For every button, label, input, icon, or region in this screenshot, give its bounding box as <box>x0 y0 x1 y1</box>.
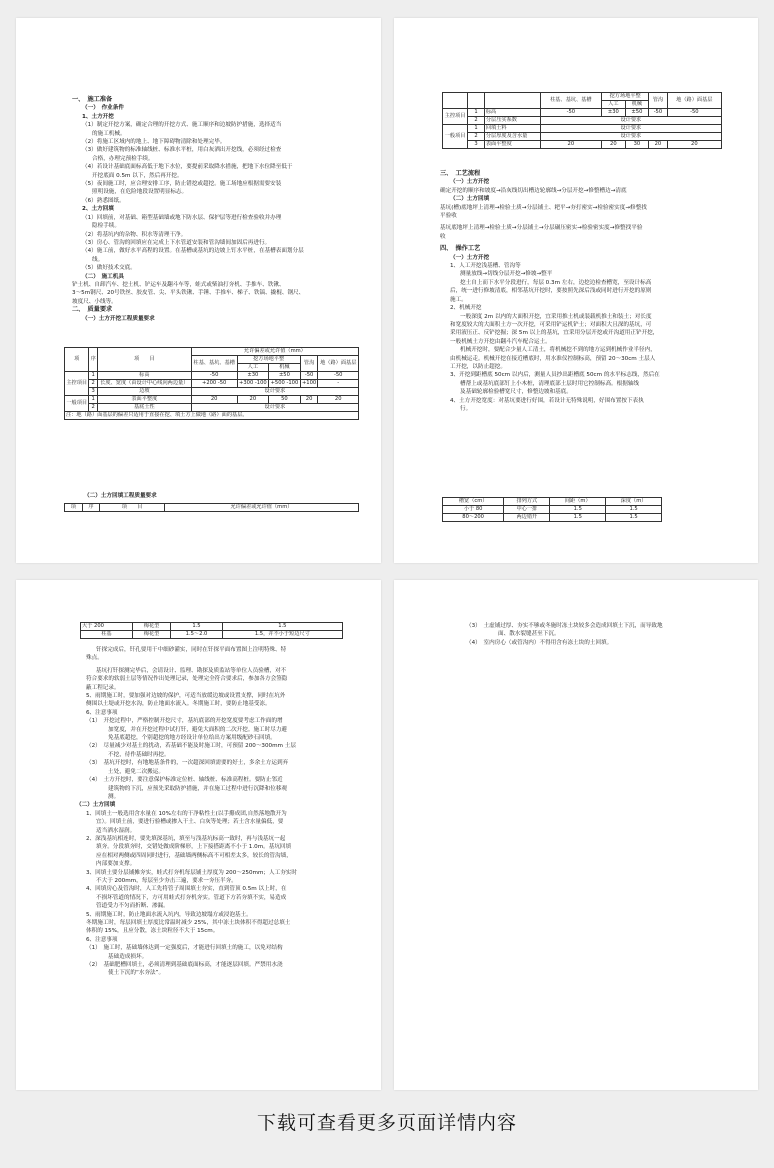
text-line: 照明设施，在危险地段设置明显标志。 <box>92 189 188 196</box>
table-cell: 20 <box>300 396 318 404</box>
text-line: 测。 <box>108 793 120 800</box>
table-cell: 80～200 <box>443 514 504 522</box>
backfill-quality-table <box>442 92 722 149</box>
text-line: 面、散水裂缝甚至下沉。 <box>498 631 560 638</box>
table-cell: 20 <box>191 396 237 404</box>
table-cell: 20 <box>318 396 359 404</box>
table-cell: 3 <box>468 141 485 149</box>
text-line: （4） 室内房心（或管沟内）不得用含有冻土块的土回填。 <box>466 639 613 646</box>
table-header: 机械 <box>269 364 301 372</box>
table-cell: ±50 <box>269 372 301 380</box>
excavation-quality-table-wrap <box>64 347 359 420</box>
text-line: 隐检手续。 <box>92 223 120 230</box>
text-line: 体积的 15%，且应分散，冻土块粒径不大于 15cm。 <box>86 928 219 935</box>
download-prompt[interactable]: 下载可查看更多页面详情内容 <box>256 1112 517 1134</box>
table-cell: 梅花型 <box>132 631 171 639</box>
table-group-cell: 主控项目 <box>65 372 89 396</box>
table-header: 柱基、基坑、基槽 <box>540 93 601 109</box>
page-1-content <box>72 96 355 323</box>
text-line: 1、回填土一般选用含水量在 10%左右的干净粘性土(以手攥成团,自然落地散开为 <box>86 810 287 817</box>
text-line: 基础造成损坏。 <box>108 953 148 960</box>
table-row <box>81 623 343 631</box>
text-line: 机械开挖时，要配合少量人工清土，将机械挖不到的地方运到机械作业半径内， <box>460 347 656 354</box>
table-header: 人工 <box>602 101 626 109</box>
table-group-cell: 主控项目 <box>443 109 468 125</box>
text-line: （3）做好建筑物的标准轴线桩、标准水平桩，用白灰洒出开挖线，必须经过检查 <box>82 147 282 154</box>
text-line: 不损坏管道的情况下，方可用蛙式打夯机夯实。管道下方若夯填不实，易造成 <box>96 894 287 901</box>
table-cell: -50 <box>318 372 359 380</box>
text-line: 一般机械土方开挖由翻斗汽车配合运土。 <box>450 338 551 345</box>
table-note: 注：地（路）面基层的偏差只适用于直接在挖、填土方上做地（路）面的基层。 <box>65 412 359 420</box>
text-line: 3～5m钢尺、20号铁丝、胶皮管、尖、平头铁锹、手锤、手推车、梯子、铁镐、撬棍、钢尺、 <box>72 290 305 297</box>
text-line: 5、雨期施工时，要加强对边坡的保护，可适当放缓边坡或设置支撑，同时在坑外 <box>86 693 286 700</box>
table-cell: 柱基 <box>81 631 133 639</box>
table-header <box>484 93 540 109</box>
subsection-heading: （二）土方回填 <box>76 802 116 809</box>
table-header: 项 目 <box>97 348 191 372</box>
table-cell: +300 -100 <box>239 380 267 386</box>
table-row <box>443 117 722 125</box>
table-header: 管沟 <box>649 93 667 109</box>
table-cell: 梅花型 <box>132 623 171 631</box>
table-header: 项 <box>65 348 89 372</box>
table-row <box>443 506 662 514</box>
table-header: 深度（m） <box>606 498 662 506</box>
text-line: 坡度尺、小线等。 <box>72 298 117 305</box>
table-cell: 设计要求 <box>540 117 721 125</box>
text-line: 槽帮上或基坑底部钉上小木桩，清理底部土层时用它控制标高。根据轴线 <box>460 380 640 387</box>
text-line: 加宽度，并在开挖过程中试打钎，避免大面积的二次开挖。施工时尽力避 <box>108 726 288 733</box>
text-line: 合格，办理完预检手续。 <box>92 155 154 162</box>
text-line: 宜）。回填土前，要进行验槽或掺入干土、白灰等处理；若土含水量偏低，要 <box>96 819 284 826</box>
text-line: （5）夜间施工时，应合理安排工序，防止错挖或超挖。施工场地应根据需要安装 <box>82 181 282 188</box>
text-line: （3） 基坑开挖时，有地地基条件的，一次超深回填需要的好土，多余土方运到弃 <box>86 760 289 767</box>
subsection-heading: （一）土方开挖 <box>450 254 490 261</box>
probe-layout-table-continued <box>80 622 343 639</box>
text-line: 收 <box>440 233 446 240</box>
probe-layout-table-wrap <box>442 497 662 522</box>
table-header: 项 <box>65 504 83 512</box>
table-cell: - <box>318 380 359 388</box>
text-line: 平验收 <box>440 213 457 220</box>
document-page-2 <box>394 18 758 563</box>
table-cell: -50 <box>300 372 318 380</box>
table-row <box>65 380 359 388</box>
table-cell: 1.5，并不小于短边尺寸 <box>222 631 342 639</box>
table-cell: 设计要求 <box>191 388 358 396</box>
section-heading: 二、 质量要求 <box>72 306 113 314</box>
backfill-quality-table-header <box>64 503 359 512</box>
text-line: 及基础轮廓检验槽宽尺寸，修整边坡和基底。 <box>460 389 572 396</box>
table-row <box>443 109 722 117</box>
table-cell: -50 <box>667 109 721 117</box>
table-cell: 2 <box>89 380 97 388</box>
table-cell: 1 <box>468 109 485 117</box>
text-line: 冬期施工时，每层回填土厚度比常温时减少 25%，其中冻土块体积不得超过总填土 <box>86 920 291 926</box>
text-line: 侧围以土堤或开挖水沟，防止地面水流入。冬期施工时，要防止地基受冻。 <box>86 701 271 708</box>
text-line: 后，统一进行修坡清底，相邻基坑开挖时，要按照先深后浅或同时进行开挖的原则 <box>450 288 652 295</box>
table-cell: 表面平整度 <box>97 396 191 404</box>
table-cell: 基底土性 <box>97 404 191 412</box>
table-cell: +200 -50 <box>191 380 237 388</box>
table-cell: 表面平整度 <box>484 141 540 149</box>
table-cell: 设计要求 <box>540 125 721 133</box>
text-line: 线。 <box>92 256 104 263</box>
probe-layout-table-cont-wrap <box>80 622 343 639</box>
table-cell: 分层厚度及含水量 <box>484 133 540 141</box>
backfill-quality-table-wrap <box>442 92 722 149</box>
table-header: 槽宽（cm） <box>443 498 504 506</box>
table-caption: （一）土方开挖工程质量要求 <box>82 315 155 322</box>
table-group-cell: 一般项目 <box>65 396 89 412</box>
text-line: 4、土方开挖宽度：对基坑要进行好围，若设计无特殊说明，好围布置按下表执 <box>450 397 644 404</box>
table-header: 序 <box>89 348 97 372</box>
table-header: 人工 <box>237 364 269 372</box>
subsection-heading: （二）土方回填 <box>450 196 490 203</box>
probe-layout-table <box>442 497 662 522</box>
table-cell: 30 <box>625 141 649 149</box>
text-line: 填夯。分段填夯时，交错处做成阶梯形，上下接搭距离不小于 1.0m。基坑回填 <box>96 844 292 851</box>
table-cell: 20 <box>649 141 667 149</box>
section-heading: 四、 操作工艺 <box>440 245 481 253</box>
text-line: （5）做好技术交底。 <box>82 265 136 272</box>
table-caption: （二）土方回填工程质量要求 <box>84 493 157 499</box>
table-row <box>443 125 722 133</box>
table-header: 机械 <box>625 101 649 109</box>
table-cell: 20 <box>540 141 601 149</box>
table-header: 允许偏差或允许值（mm） <box>164 504 358 512</box>
text-line: （4）若设计基础底面标高低于地下水位，要提前采取降水措施，把地下水位降至低于 <box>82 164 293 171</box>
text-line: （2）将基坑内的杂物、积水等清理干净。 <box>82 231 187 238</box>
text-line: 基坑底地坪上清理→检验土质→分层铺土→分层碾压密实→检验密实度→修整找平验 <box>440 225 643 232</box>
table-cell: +500 -100 <box>270 380 299 386</box>
text-line: （4）施工前，做好水平高程的设置。在基槽或基坑的边坡上钉水平桩，在基槽表面划分层 <box>82 248 304 255</box>
text-line: 不大于 200mm，每层至少夯击三遍，要求一夯压半夯。 <box>96 877 237 884</box>
table-header: 地（路）面基层 <box>667 93 721 109</box>
text-line: 建筑物的下沉，应预先采取防护措施，并在施工过程中进行沉降和位移观 <box>108 785 288 792</box>
table-header: 排列方式 <box>504 498 550 506</box>
table-row <box>65 372 359 380</box>
document-page-4 <box>394 580 758 1090</box>
table-cell: 1.5 <box>222 623 342 631</box>
table-header: 允许偏差或允许值（mm） <box>191 348 358 356</box>
table-cell: 设计要求 <box>191 404 358 412</box>
table-cell: 50 <box>269 396 301 404</box>
table-cell: 长度、宽度（由设计中心线向两边量） <box>97 380 191 388</box>
table-cell: 1 <box>89 372 97 380</box>
text-line: 6、注意事项 <box>86 709 118 716</box>
text-line: 殊点。 <box>86 655 103 662</box>
text-line: 测量放线→切线分层开挖→修坡→整平 <box>460 271 553 278</box>
subsection-heading: （一） 作业条件 <box>82 105 124 112</box>
text-line: （1） 开挖过程中，严格控制开挖尺寸，基坑底部的开挖宽度要考虑工作面的增 <box>86 718 283 725</box>
table-cell: 1.5 <box>550 514 606 522</box>
text-line: 基坑(槽)底地坪上清理→检验土质→分层铺土、耙平→夯打密实→检验密实度→修整找 <box>440 204 647 211</box>
table-cell: ±30 <box>237 372 269 380</box>
section-heading: 三、 工艺流程 <box>440 170 481 177</box>
table-cell: 1 <box>468 125 485 133</box>
text-line: （2） 尽量减少对基土的扰动，若基础不能及时施工时，可预留 200～300mm 土层 <box>86 743 296 750</box>
table-group-cell: 一般项目 <box>443 125 468 149</box>
table-cell: 2 <box>468 117 485 125</box>
table-row <box>65 388 359 396</box>
table-cell: -50 <box>540 109 601 117</box>
text-line: 确定开挖的顺序和坡度→沿灰线切出槽边轮廓线→分层开挖→修整槽边→清底 <box>440 187 627 194</box>
excavation-quality-table <box>64 347 359 420</box>
text-line: 工开挖，以防止超挖。 <box>450 363 506 370</box>
text-line: 钎探完成后，钎孔要用干中细砂灌实，同时在钎探平面布置图上注明特殊、特 <box>96 647 287 653</box>
table-cell: 小于 80 <box>443 506 504 514</box>
table-row <box>81 631 343 639</box>
page-4-content <box>466 622 722 647</box>
text-line: （1） 施工时，基础墙体达到一定强度后，才能进行回填土的施工，以免对结构 <box>86 945 283 952</box>
table-cell: 标高 <box>97 372 191 380</box>
table-row <box>443 133 722 141</box>
text-line: 适当洒水湿润。 <box>96 827 136 834</box>
table-header: 序 <box>82 504 100 512</box>
page-2-content <box>440 170 722 413</box>
table-cell: 1.5 <box>550 506 606 514</box>
text-line: （3） 土虚铺过厚、夯实不够或冬施时冻土块较多会造成回填土下沉，而导致地 <box>466 623 663 629</box>
table-cell: -50 <box>649 109 667 117</box>
table-row <box>443 514 662 522</box>
table-header: 柱基、基坑、基槽 <box>191 356 237 372</box>
text-line: （1）制定开挖方案，确定合理的开挖方式、施工顺序和边坡防护措施，选择适当 <box>82 122 282 129</box>
table-cell: 1.5 <box>606 514 662 522</box>
table-cell: 设计要求 <box>540 133 721 141</box>
text-line: 4、回填房心及管沟时，人工先将管子周围填土夯实，直到管顶 0.5m 以上时，在 <box>86 886 287 893</box>
table-header: 间距（m） <box>550 498 606 506</box>
table-header: 项 目 <box>100 504 165 512</box>
text-line: （3）房心、管沟的回填应在完成上下水管道安装和管沟墙间加固后再进行。 <box>82 239 271 246</box>
text-line: （1）回填前，对基础、箱型基础墙或地下防水层、保护层等进行检查验收并办理 <box>82 214 282 221</box>
text-line: （4） 土方开挖时，要注意保护标准定位桩、轴线桩、标准高程桩。要防止邻近 <box>86 777 283 784</box>
table-header <box>443 93 468 109</box>
text-line: （6）熟悉图纸。 <box>82 197 125 204</box>
table-header: 挖方场地平整 <box>602 93 649 101</box>
text-line: 和宽度较大的大面积土方一次开挖，可采用铲运机铲土；对面积大且深的基坑，可 <box>450 321 652 328</box>
text-line: 2、深浅基坑相连时，要先填深基坑，填至与浅基坑标高一致时，再与浅基坑一起 <box>86 835 286 842</box>
document-page-3 <box>16 580 381 1090</box>
table-row <box>65 396 359 404</box>
subsection-heading: （二） 施工机具 <box>82 273 124 280</box>
table-header: 挖方场地平整 <box>237 356 300 364</box>
text-line: 不挖，待作基础时再挖。 <box>108 751 170 758</box>
text-line: 内部要加支撑。 <box>96 861 136 868</box>
text-line: 蔽工程记录。 <box>86 684 120 691</box>
table-cell: ±50 <box>625 109 649 117</box>
table-cell: 2 <box>468 133 485 141</box>
table-header: 地（路）面基层 <box>318 356 359 372</box>
table-row <box>65 404 359 412</box>
text-line: 基坑打钎探测完毕后，会请设计、监理、勘探及质监站等单位人员验槽，对不 <box>96 667 287 674</box>
subsection-heading: （一）土方开挖 <box>450 179 490 186</box>
text-line: 6、注意事项 <box>86 936 118 943</box>
text-line: 3、回填土要分层铺摊夯实，蛙式打夯机每层铺土厚度为 200～250mm；人工夯实时 <box>86 869 297 876</box>
text-line: 3、开挖到距槽底 50cm 以内后，测量人员抄出距槽底 50cm 的水平标志线，然后在 <box>450 372 660 379</box>
item-heading: 1、土方开挖 <box>82 113 114 120</box>
table-cell: 1.5 <box>606 506 662 514</box>
text-line: 施工。 <box>450 296 467 303</box>
text-line: （2）将施工区域内的地上、地下障碍物清除和处理完毕。 <box>82 139 226 146</box>
text-line: 2、机械开挖 <box>450 305 482 312</box>
backfill-table-wrap <box>64 492 359 512</box>
text-line: 免基底超挖，个别超挖的地方经设计单位给出方案用级配砂石回填。 <box>108 735 276 742</box>
table-cell: 1.5 <box>171 623 222 631</box>
page-3-content <box>76 646 355 978</box>
text-line: 应在相对两侧或四周同时进行，基础墙两侧标高不可相差太多，较长的管沟墙， <box>96 852 292 859</box>
section-heading: 一、 施工准备 <box>72 96 113 103</box>
table-row <box>443 141 722 149</box>
text-line: 符合要求的软弱土层等情况作出处理记录，处理完全符合要求后，参加各方会签隐 <box>86 676 288 683</box>
table-cell: 20 <box>667 141 721 149</box>
table-cell: 两边错开 <box>504 514 550 522</box>
table-cell: 回填土料 <box>484 125 540 133</box>
table-cell: 20 <box>237 396 269 404</box>
text-line: 铲土机、自卸汽车、挖土机、铲运车及翻斗车等，蛙式或柴油打夯机、手推车、铁锹、 <box>72 281 285 288</box>
text-line: 5、雨期施工时，防止地面水流入坑内，导致边坡塌方或浸泡基土。 <box>86 911 252 918</box>
table-cell: 中心一排 <box>504 506 550 514</box>
table-header: 管沟 <box>300 356 318 372</box>
text-line: 行。 <box>460 405 472 412</box>
text-line: 开挖底面 0.5m 以下，然后再开挖。 <box>92 172 183 179</box>
table-cell: 边坡 <box>97 388 191 396</box>
table-cell: +100 <box>301 380 317 386</box>
table-cell: ±30 <box>602 109 626 117</box>
text-line: 1、人工开挖浅基槽、管沟等 <box>450 263 521 270</box>
text-line: 挖土自上而下水平分段进行，每层 0.3m 左右，边挖边检查槽宽，至设计标高 <box>460 279 652 286</box>
table-cell: 3 <box>89 388 97 396</box>
text-line: 采用液压正、反铲挖掘；深 5m 以上的基坑，宜采用分层开挖或开沟道用正铲开挖， <box>450 330 659 337</box>
table-cell: 大于 200 <box>81 623 133 631</box>
table-cell: 1 <box>89 396 97 404</box>
table-cell: 分层压实系数 <box>484 117 540 125</box>
table-note-row <box>65 412 359 420</box>
table-cell: 2 <box>89 404 97 412</box>
text-line: 管道受力不匀而折断、渗漏。 <box>96 903 169 910</box>
table-cell: -50 <box>191 372 237 380</box>
text-line: 由机械运走。机械开挖在接近槽底时，用水准仪控制标高，预留 20～30cm 土层人 <box>450 355 656 362</box>
document-page-1 <box>16 18 381 563</box>
text-line: 一般深度 2m 以内的大面积开挖，宜采用推土机或装载机推土和装土；对长度 <box>460 313 652 320</box>
table-cell: 1.5～2.0 <box>171 631 222 639</box>
item-heading: 2、土方回填 <box>82 206 114 213</box>
text-line: 土处，避免二次搬运。 <box>108 768 164 775</box>
table-cell: 20 <box>602 141 626 149</box>
text-line: 的施工机械。 <box>92 130 126 137</box>
table-cell: 标高 <box>484 109 540 117</box>
text-line: 使土下沉的“水夯法”。 <box>108 970 165 977</box>
text-line: （2） 基础肥槽回填土，必须清理到基础底面标高，才能逐层回填。严禁用水浇 <box>86 962 283 969</box>
table-header <box>468 93 485 109</box>
